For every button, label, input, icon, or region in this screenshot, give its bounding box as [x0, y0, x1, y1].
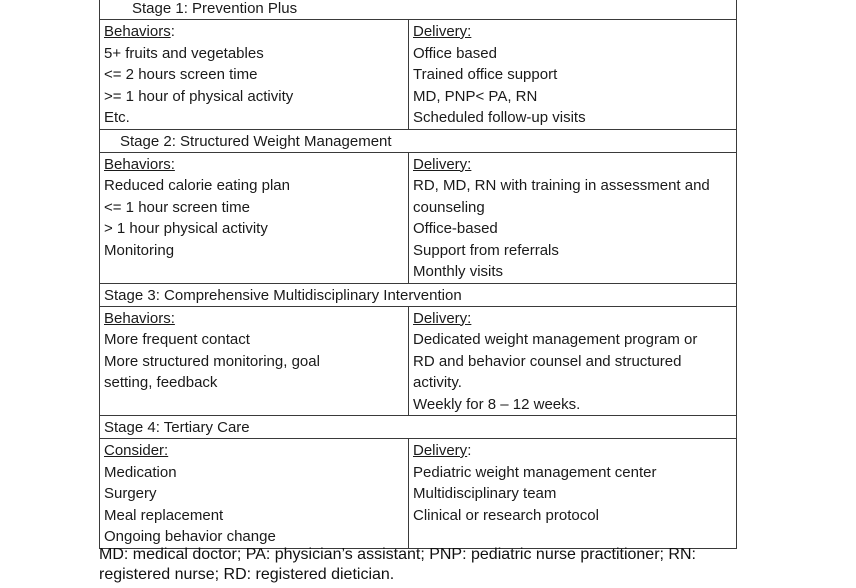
stage-1-behaviors-header-colon: :: [170, 23, 175, 40]
stage-2-delivery-item: RD, MD, RN with training in assessment and: [413, 177, 710, 194]
stage-4-delivery-item: Pediatric weight management center: [413, 463, 657, 481]
stage-4-consider-cell: [100, 439, 409, 549]
stage-4-delivery-item: Clinical or research protocol: [413, 506, 599, 524]
stage-4-title-cell: [100, 416, 737, 439]
stage-4-consider-item: Ongoing behavior change: [104, 528, 276, 545]
footnote-line-1: MD: medical doctor; PA: physician’s assistant; PNP: pediatric nurse practitioner; RN:: [99, 546, 696, 563]
stage-3-body-row: [100, 306, 737, 416]
stage-1-delivery-header: Delivery:: [413, 23, 472, 40]
stage-2-delivery-item: Office-based: [413, 220, 498, 237]
stage-4-consider-item: Medication: [104, 463, 177, 481]
stage-4-delivery-header-text: Delivery: [413, 442, 468, 459]
stage-2-body-row: [100, 152, 737, 283]
stage-3-delivery-header: Delivery:: [413, 309, 472, 327]
stage-4-header-row: [100, 416, 737, 439]
stage-2-delivery-header: Delivery:: [413, 155, 472, 173]
stage-1-behavior-item: >= 1 hour of physical activity: [104, 87, 294, 105]
stage-2-title-cell: [100, 129, 737, 152]
stage-2-behaviors-cell: [100, 152, 409, 283]
stage-1-delivery-item: Scheduled follow-up visits: [413, 109, 586, 126]
stage-3-delivery-cell: [409, 306, 737, 416]
stage-2-delivery-item: Monthly visits: [413, 263, 504, 280]
stage-1-behavior-item: Etc.: [104, 109, 130, 126]
stage-2-delivery-item: Support from referrals: [413, 241, 559, 259]
stage-2-behaviors-header: Behaviors:: [104, 155, 175, 173]
stage-4-consider-header: Consider:: [104, 442, 169, 459]
stage-3-delivery-item: activity.: [413, 374, 462, 391]
stage-4-body-row: [100, 439, 737, 549]
stage-1-title-cell: [100, 0, 737, 20]
stage-3-delivery-item: Dedicated weight management program or: [413, 331, 698, 348]
stage-3-title-cell: [100, 283, 737, 306]
stage-1-delivery-item: Trained office support: [413, 66, 558, 83]
stage-4-delivery-item: Multidisciplinary team: [413, 485, 557, 502]
stage-3-delivery-item: Weekly for 8 – 12 weeks.: [413, 395, 581, 413]
stage-1-behavior-item: <= 2 hours screen time: [104, 66, 258, 83]
stage-2-header-row: [100, 129, 737, 152]
stage-2-title: Stage 2: Structured Weight Management: [120, 132, 392, 150]
stage-3-behaviors-cell: [100, 306, 409, 416]
stage-3-header-row: [100, 283, 737, 306]
stage-1-header-row: [100, 0, 737, 20]
stage-2-behavior-item: Reduced calorie eating plan: [104, 177, 290, 194]
stage-3-behaviors-header: Behaviors:: [104, 309, 175, 327]
stage-1-body-row: [100, 20, 737, 130]
stage-1-delivery-item: Office based: [413, 44, 497, 62]
footnote-line-2: registered nurse; RD: registered dietician.: [99, 566, 395, 583]
stage-4-delivery-header: [413, 440, 732, 462]
stage-3-title: Stage 3: Comprehensive Multidisciplinary Intervention: [104, 286, 462, 304]
stage-4-title: Stage 4: Tertiary Care: [104, 419, 250, 436]
stage-2-behavior-item: > 1 hour physical activity: [104, 220, 268, 237]
stage-1-delivery-cell: [409, 20, 737, 130]
stage-1-behaviors-cell: [100, 20, 409, 130]
stage-3-behavior-item: setting, feedback: [104, 374, 218, 391]
stage-1-behaviors-header: [104, 21, 404, 43]
stage-2-delivery-cell: [409, 152, 737, 283]
abbreviations-footnote: [99, 545, 799, 585]
stage-2-delivery-item: counseling: [413, 198, 485, 216]
stage-1-title: Stage 1: Prevention Plus: [132, 0, 298, 17]
stage-4-delivery-cell: [409, 439, 737, 549]
stage-4-consider-item: Surgery: [104, 485, 157, 502]
stage-4-consider-item: Meal replacement: [104, 506, 224, 524]
stage-3-delivery-item: RD and behavior counsel and structured: [413, 352, 682, 370]
obesity-treatment-stages-table: [99, 0, 737, 549]
stage-3-behavior-item: More structured monitoring, goal: [104, 352, 320, 370]
stage-2-behavior-item: Monitoring: [104, 241, 175, 259]
stage-1-delivery-item: MD, PNP< PA, RN: [413, 87, 538, 105]
stage-3-behavior-item: More frequent contact: [104, 331, 250, 348]
stage-4-delivery-header-colon: :: [467, 442, 472, 459]
stage-1-behavior-item: 5+ fruits and vegetables: [104, 44, 264, 62]
stage-1-behaviors-header-text: Behaviors: [104, 23, 171, 40]
stage-2-behavior-item: <= 1 hour screen time: [104, 198, 250, 216]
